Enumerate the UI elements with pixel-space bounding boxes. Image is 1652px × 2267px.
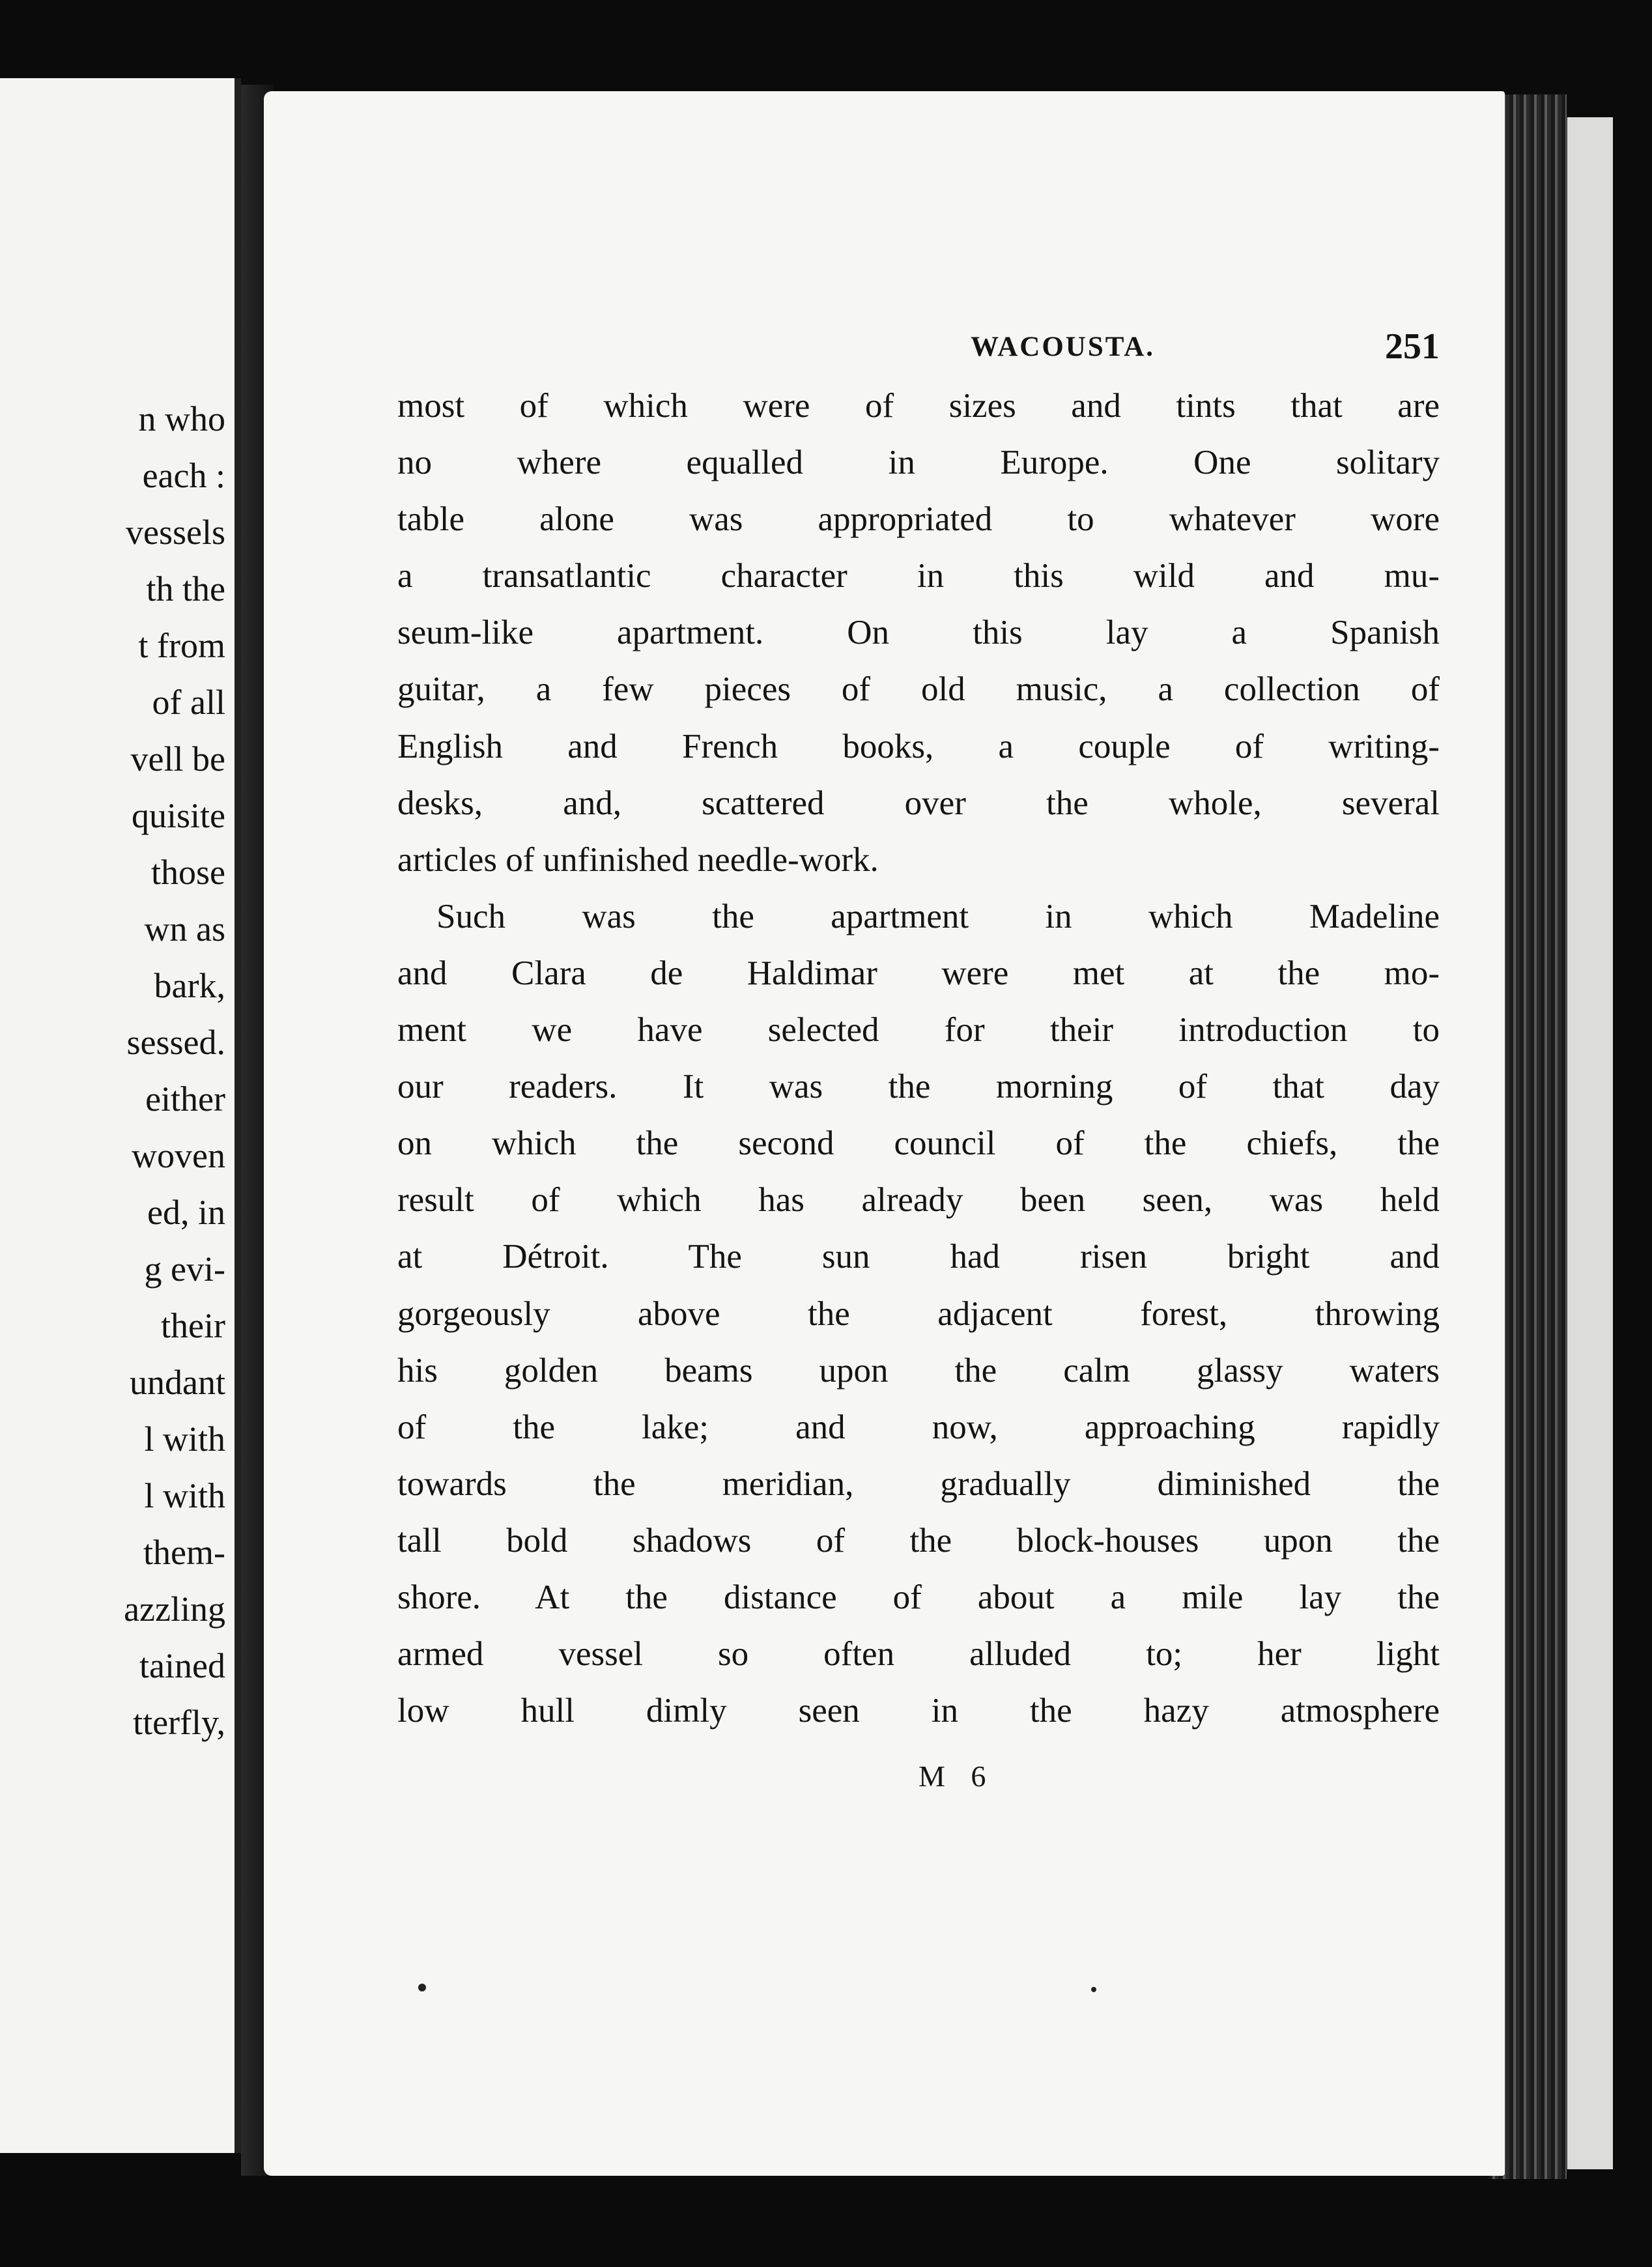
- text-line: and Clara de Haldimar were met at the mo-: [397, 954, 1440, 992]
- running-title: WACOUSTA.: [971, 332, 1156, 362]
- left-line: each :: [142, 456, 225, 495]
- text-line: his golden beams upon the calm glassy waters: [397, 1351, 1440, 1390]
- page-edge: [1563, 117, 1613, 2169]
- left-line: tterfly,: [133, 1703, 225, 1742]
- text-line: no where equalled in Europe. One solitary: [397, 444, 1440, 482]
- left-line: l with: [144, 1476, 225, 1515]
- text-line: low hull dimly seen in the hazy atmosphere: [397, 1692, 1440, 1730]
- signature-mark: M 6: [919, 1760, 995, 1793]
- left-line: th the: [146, 569, 225, 608]
- left-line: azzling: [124, 1590, 225, 1629]
- left-line: t from: [138, 626, 225, 665]
- left-line: those: [151, 853, 225, 892]
- text-line: articles of unfinished needle-work.: [397, 840, 879, 879]
- left-line: sessed.: [126, 1023, 225, 1062]
- text-line: seum-like apartment. On this lay a Spanish: [397, 614, 1440, 652]
- text-line: shore. At the distance of about a mile lay the: [397, 1578, 1440, 1616]
- text-line: ment we have selected for their introduction to: [397, 1011, 1440, 1049]
- text-line: desks, and, scattered over the whole, several: [397, 784, 1440, 822]
- left-line: of all: [152, 683, 225, 722]
- text-line: of the lake; and now, approaching rapidly: [397, 1408, 1440, 1446]
- text-line: guitar, a few pieces of old music, a collection of: [397, 670, 1440, 709]
- text-line: most of which were of sizes and tints that are: [397, 387, 1440, 425]
- text-line: armed vessel so often alluded to; her light: [397, 1635, 1440, 1674]
- text-line: tall bold shadows of the block-houses upon the: [397, 1521, 1440, 1560]
- left-line: vell be: [130, 739, 225, 778]
- text-line: Such was the apartment in which Madeline: [436, 897, 1440, 935]
- left-line: undant: [130, 1363, 225, 1402]
- text-line: gorgeously above the adjacent forest, throwing: [397, 1294, 1440, 1333]
- left-line: vessels: [126, 513, 225, 552]
- left-line: them-: [143, 1533, 225, 1572]
- left-line: wn as: [144, 909, 225, 948]
- ink-speck: [1091, 1987, 1096, 1992]
- ink-speck: [418, 1984, 426, 1991]
- text-line: at Détroit. The sun had risen bright and: [397, 1238, 1440, 1276]
- left-line: n who: [138, 399, 225, 438]
- right-page: [264, 91, 1505, 2176]
- text-line: a transatlantic character in this wild and mu-: [397, 557, 1440, 595]
- left-line: woven: [132, 1136, 225, 1175]
- left-line: either: [145, 1079, 225, 1119]
- left-line: their: [161, 1306, 225, 1345]
- left-line: l with: [144, 1419, 225, 1459]
- text-line: towards the meridian, gradually diminished the: [397, 1464, 1440, 1503]
- left-line: quisite: [132, 796, 225, 835]
- text-line: table alone was appropriated to whatever wore: [397, 500, 1440, 539]
- page-number: 251: [1385, 326, 1440, 367]
- body-text: [397, 378, 1440, 1739]
- text-line: our readers. It was the morning of that day: [397, 1068, 1440, 1106]
- left-line: bark,: [154, 966, 225, 1005]
- left-line: ed, in: [147, 1193, 225, 1232]
- left-page-text: [0, 391, 235, 1751]
- page-header: [397, 326, 1440, 378]
- text-line: on which the second council of the chiefs, the: [397, 1124, 1440, 1163]
- left-page: [0, 78, 241, 2153]
- left-line: g evi-: [144, 1249, 225, 1289]
- left-line: tained: [139, 1646, 225, 1685]
- text-line: English and French books, a couple of writing-: [397, 727, 1440, 765]
- text-line: result of which has already been seen, was held: [397, 1181, 1440, 1219]
